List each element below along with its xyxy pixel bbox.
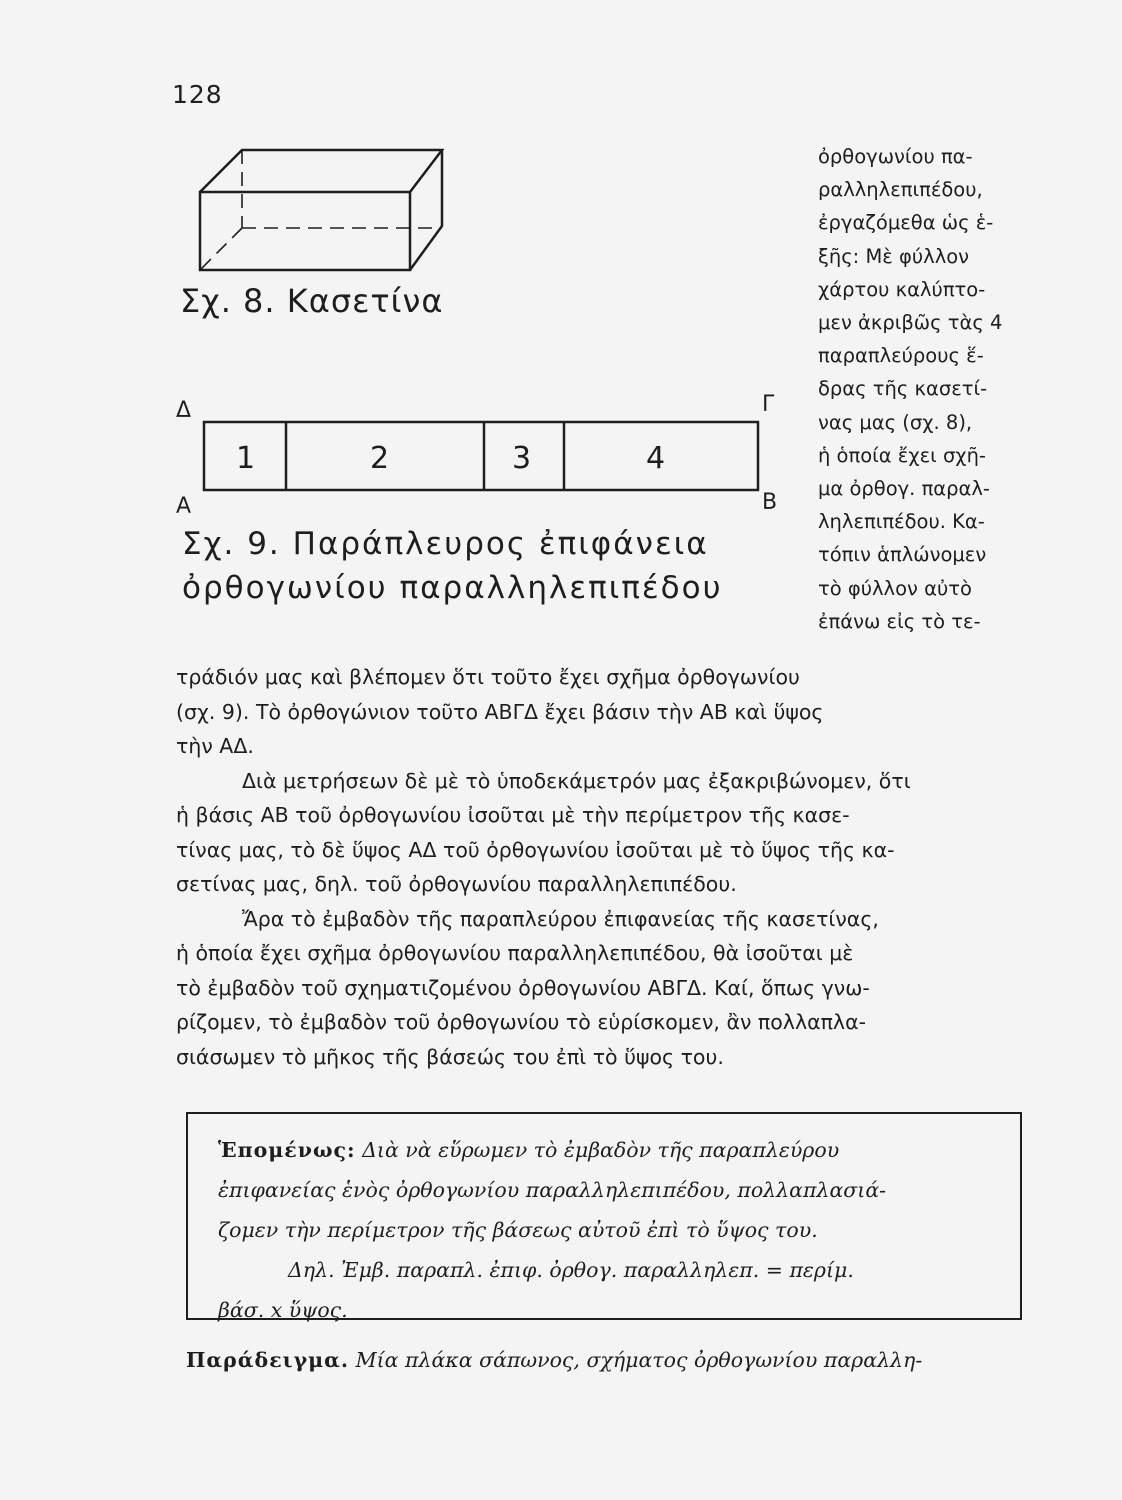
rule-line-2: ἐπιφανείας ἑνὸς ὀρθογωνίου παραλληλεπιπέδου, πολλαπλασιά- xyxy=(218,1178,887,1202)
paragraph-3-line: τὸ ἐμβαδὸν τοῦ σχηματιζομένου ὀρθογωνίου ΑΒΓΔ. Καί, ὅπως γνω- xyxy=(176,975,870,1000)
paragraph-2-line: σετίνας μας, δηλ. τοῦ ὀρθογωνίου παραλληλεπιπέδου. xyxy=(176,872,737,896)
page-number: 128 xyxy=(172,80,223,109)
body-text xyxy=(176,660,1026,1074)
box-hidden-edge-diagonal xyxy=(200,228,242,270)
figure-8-caption: Σχ. 8. Κασετίνα xyxy=(180,282,444,320)
paragraph-3-line: ἡ ὁποία ἔχει σχῆμα ὀρθογωνίου παραλληλεπιπέδου, θὰ ἰσοῦται μὲ xyxy=(176,941,854,965)
paragraph-2-line: ἡ βάσις ΑΒ τοῦ ὀρθογωνίου ἰσοῦται μὲ τὴν περίμετρον τῆς κασε- xyxy=(176,803,850,827)
vertex-label-g: Γ xyxy=(762,392,775,417)
figure-9-caption-line-1: Σχ. 9. Παράπλευρος ἐπιφάνεια xyxy=(182,526,709,562)
figure-8-box-drawing xyxy=(190,140,450,280)
side-column-text xyxy=(818,140,1050,638)
box-side-face xyxy=(410,150,442,270)
side-line: παραπλεύρους ἕ- xyxy=(818,344,984,368)
rule-lead: Ἑπομένως: xyxy=(218,1138,356,1162)
face-label-1: 1 xyxy=(236,441,256,476)
body-line: (σχ. 9). Τὸ ὀρθογώνιον τοῦτο ΑΒΓΔ ἔχει βάσιν τὴν ΑΒ καὶ ὕψος xyxy=(176,699,824,724)
paragraph-3-line: σιάσωμεν τὸ μῆκος τῆς βάσεώς του ἐπὶ τὸ ὕψος του. xyxy=(176,1044,724,1069)
rule-box xyxy=(186,1112,1022,1320)
side-line: ληλεπιπέδου. Κα- xyxy=(818,510,985,534)
box-front-face xyxy=(200,192,410,270)
side-line: ἐπάνω εἰς τὸ τε- xyxy=(818,609,981,633)
figure-9-lateral-surface xyxy=(172,388,775,498)
body-line: τὴν ΑΔ. xyxy=(176,734,254,758)
rule-line-4: Δηλ. Ἐμβ. παραπλ. ἐπιφ. ὀρθογ. παραλληλεπ. = περίμ. xyxy=(288,1258,854,1282)
face-label-3: 3 xyxy=(512,441,532,476)
example xyxy=(186,1348,1026,1372)
side-line: μα ὀρθογ. παραλ- xyxy=(818,477,990,501)
side-line: μεν ἀκριβῶς τὰς 4 xyxy=(818,311,1003,335)
side-line: νας μας (σχ. 8), xyxy=(818,410,973,434)
figure-9-caption xyxy=(182,522,723,610)
side-line: ξῆς: Μὲ φύλλον xyxy=(818,244,970,268)
side-line: δρας τῆς κασετί- xyxy=(818,377,988,401)
rule-line-5: βάσ. x ὕψος. xyxy=(218,1298,348,1322)
example-text: Μία πλάκα σάπωνος, σχήματος ὀρθογωνίου παραλλη- xyxy=(355,1348,923,1372)
side-line: ραλληλεπιπέδου, xyxy=(818,178,983,202)
side-line: τόπιν ἁπλώνομεν xyxy=(818,543,987,567)
body-line: τράδιόν μας καὶ βλέπομεν ὅτι τοῦτο ἔχει σχῆμα ὀρθογωνίου xyxy=(176,665,800,689)
figure-9-caption-line-2: ὀρθογωνίου παραλληλεπιπέδου xyxy=(182,570,723,606)
side-line: ὀρθογωνίου πα- xyxy=(818,145,973,168)
face-label-4: 4 xyxy=(646,441,666,476)
paragraph-2-line: Διὰ μετρήσεων δὲ μὲ τὸ ὑποδεκάμετρόν μας ἐξακριβώνομεν, ὅτι xyxy=(242,768,911,793)
vertex-label-a: Α xyxy=(176,494,192,519)
side-line: τὸ φύλλον αὐτὸ xyxy=(818,576,972,600)
side-line: ἐργαζόμεθα ὡς ἑ- xyxy=(818,211,994,235)
side-line: ἡ ὁποία ἔχει σχῆ- xyxy=(818,443,986,467)
paragraph-2-line: τίνας μας, τὸ δὲ ὕψος ΑΔ τοῦ ὀρθογωνίου ἰσοῦται μὲ τὸ ὕψος τῆς κα- xyxy=(176,837,895,862)
rule-line-3: ζομεν τὴν περίμετρον τῆς βάσεως αὐτοῦ ἐπὶ τὸ ὕψος του. xyxy=(218,1218,818,1242)
rule-line-1: Διὰ νὰ εὕρωμεν τὸ ἐμβαδὸν τῆς παραπλεύρου xyxy=(362,1138,840,1162)
side-line: χάρτου καλύπτο- xyxy=(818,277,986,301)
paragraph-3-line: ρίζομεν, τὸ ἐμβαδὸν τοῦ ὀρθογωνίου τὸ εὑρίσκομεν, ἂν πολλαπλα- xyxy=(176,1010,866,1034)
vertex-label-d: Δ xyxy=(176,398,192,423)
paragraph-3-line: Ἄρα τὸ ἐμβαδὸν τῆς παραπλεύρου ἐπιφανείας τῆς κασετίνας, xyxy=(242,906,879,931)
box-top-face xyxy=(200,150,442,192)
face-label-2: 2 xyxy=(370,441,390,476)
vertex-label-b: Β xyxy=(762,490,778,515)
example-lead: Παράδειγμα. xyxy=(186,1348,350,1372)
